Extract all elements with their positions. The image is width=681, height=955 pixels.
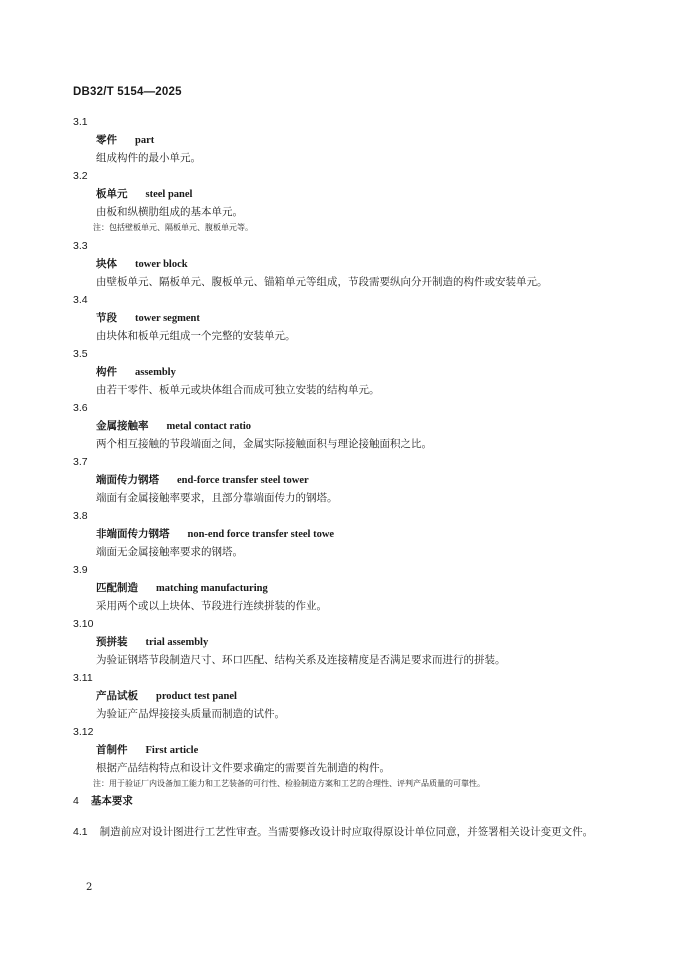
- term-note: 注：包括壁板单元、隔板单元、腹板单元等。: [93, 223, 253, 232]
- term-title: [96, 471, 633, 489]
- term-3-7: [73, 453, 633, 507]
- term-3-4: [73, 291, 633, 345]
- term-title: [96, 185, 633, 203]
- term-definition: 为验证钢塔节段制造尺寸、环口匹配、结构关系及连接精度是否满足要求而进行的拼装。: [96, 654, 506, 666]
- term-3-12: [73, 723, 633, 793]
- term-cn: 预拼装: [96, 636, 128, 648]
- term-en: end-force transfer steel tower: [177, 475, 309, 486]
- term-number: 3.3: [73, 240, 88, 252]
- term-definition: 为验证产品焊接接头质量而制造的试件。: [96, 708, 285, 720]
- term-definition: 由板和纵横肋组成的基本单元。: [96, 206, 243, 218]
- page-number: 2: [86, 882, 93, 893]
- term-title: [96, 255, 633, 273]
- term-3-2: [73, 167, 633, 237]
- term-number: 3.6: [73, 402, 88, 414]
- term-definition: 由壁板单元、隔板单元、腹板单元、锚箱单元等组成，节段需要纵向分开制造的构件或安装单元。: [96, 276, 548, 288]
- term-cn: 首制件: [96, 744, 128, 756]
- term-cn: 块体: [96, 258, 117, 270]
- term-definition: 端面有金属接触率要求，且部分靠端面传力的钢塔。: [96, 492, 338, 504]
- term-en: assembly: [135, 367, 176, 378]
- term-number: 3.8: [73, 510, 88, 522]
- term-title: [96, 417, 633, 435]
- term-3-10: [73, 615, 633, 669]
- term-definition: 根据产品结构特点和设计文件要求确定的需要首先制造的构件。: [96, 762, 390, 774]
- term-definition: 两个相互接触的节段端面之间，金属实际接触面积与理论接触面积之比。: [96, 438, 432, 450]
- term-en: tower block: [135, 259, 188, 270]
- term-title: [96, 525, 633, 543]
- term-definition: 由块体和板单元组成一个完整的安装单元。: [96, 330, 296, 342]
- section-title: 基本要求: [90, 795, 133, 807]
- term-definition: 端面无金属接触率要求的钢塔。: [96, 546, 243, 558]
- term-title: [96, 131, 633, 149]
- term-3-8: [73, 507, 633, 561]
- term-3-5: [73, 345, 633, 399]
- paragraph-4-1: [73, 823, 633, 841]
- term-definition: 组成构件的最小单元。: [96, 152, 201, 164]
- term-en: trial assembly: [145, 637, 209, 648]
- term-en: metal contact ratio: [166, 421, 252, 432]
- term-3-1: [73, 113, 633, 167]
- term-cn: 板单元: [96, 188, 128, 200]
- term-number: 3.9: [73, 564, 88, 576]
- term-number: 3.7: [73, 456, 88, 468]
- term-number: 3.2: [73, 170, 88, 182]
- document-code: DB32/T 5154—2025: [73, 86, 182, 98]
- term-number: 3.1: [73, 116, 88, 128]
- term-title: [96, 309, 633, 327]
- term-cn: 产品试板: [96, 690, 138, 702]
- term-en: matching manufacturing: [156, 583, 268, 594]
- term-cn: 端面传力钢塔: [96, 474, 159, 486]
- term-cn: 节段: [96, 312, 117, 324]
- term-3-11: [73, 669, 633, 723]
- term-title: [96, 687, 633, 705]
- term-3-9: [73, 561, 633, 615]
- term-en: part: [135, 135, 155, 146]
- term-en: steel panel: [145, 189, 193, 200]
- term-cn: 构件: [96, 366, 117, 378]
- term-title: [96, 579, 633, 597]
- term-note: 注：用于验证厂内设备加工能力和工艺装备的可行性、检验制造方案和工艺的合理性、评判产品质量的可靠性。: [93, 779, 485, 788]
- term-3-3: [73, 237, 633, 291]
- term-en: product test panel: [156, 691, 237, 702]
- section-heading: [73, 793, 133, 808]
- term-title: [96, 363, 633, 381]
- term-cn: 非端面传力钢塔: [96, 528, 170, 540]
- term-number: 3.12: [73, 726, 94, 738]
- paragraph-number: 4.1: [73, 826, 88, 838]
- term-definition: 由若干零件、板单元或块体组合而成可独立安装的结构单元。: [96, 384, 380, 396]
- term-number: 3.10: [73, 618, 94, 630]
- section-number: 4: [73, 795, 79, 807]
- term-title: [96, 633, 633, 651]
- term-en: First article: [145, 745, 199, 756]
- term-cn: 匹配制造: [96, 582, 138, 594]
- term-title: [96, 741, 633, 759]
- term-en: tower segment: [135, 313, 200, 324]
- term-en: non-end force transfer steel towe: [187, 529, 335, 540]
- term-definition: 采用两个或以上块体、节段进行连续拼装的作业。: [96, 600, 327, 612]
- terms-list: [73, 113, 633, 793]
- term-3-6: [73, 399, 633, 453]
- term-number: 3.11: [73, 672, 93, 684]
- term-number: 3.4: [73, 294, 88, 306]
- paragraph-text: 制造前应对设计图进行工艺性审查。当需要修改设计时应取得原设计单位同意，并签署相关设计变更文件。: [99, 826, 594, 838]
- term-cn: 零件: [96, 134, 117, 146]
- term-number: 3.5: [73, 348, 88, 360]
- term-cn: 金属接触率: [96, 420, 149, 432]
